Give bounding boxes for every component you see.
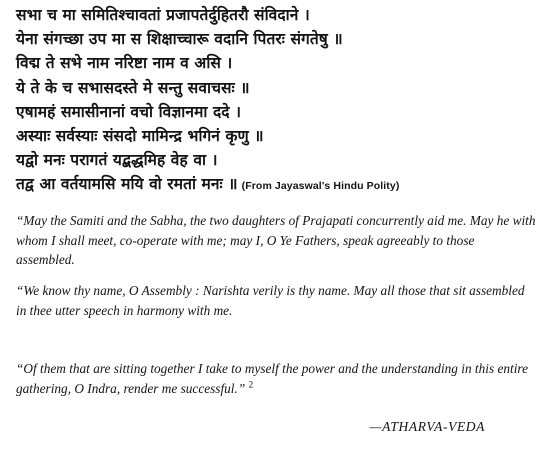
source-citation: (From Jayaswal's Hindu Polity) <box>241 180 400 193</box>
sanskrit-line-1: सभा च मा समितिश्चावतां प्रजापतेर्दुहितरौ संविदाने । <box>16 6 310 24</box>
sanskrit-line-5: एषामहं समासीनानां वचो विज्ञानमा ददे । <box>16 102 242 121</box>
translation-paragraph-2: “We know thy name, O Assembly : Narishta verily is thy name. May all those that sit assembled in thee utter speech in harmony with me. <box>16 283 525 318</box>
sanskrit-line-2: येना संगच्छा उप मा स शिक्षाच्चारू वदानि पितरः संगतेषु ॥ <box>16 30 343 49</box>
footnote-marker: 2 <box>248 379 254 390</box>
translation-paragraph-3 <box>16 359 536 398</box>
sanskrit-line-8: तद्व आ वर्तयामसि मयि वो रमतां मनः ॥ <box>16 175 238 194</box>
sanskrit-line-4: ये ते के च सभासदस्ते मे सन्तु सवाचसः ॥ <box>16 78 250 97</box>
translation-paragraph-3-text: “Of them that are sitting together I take to myself the power and the understanding in this entire gathering, O Indra, render me successful.” <box>16 361 528 396</box>
sanskrit-line-7: यद्वो मनः परागतं यद्बद्धमिह वेह वा । <box>16 151 218 170</box>
attribution: —ATHARVA-VEDA <box>369 419 485 434</box>
translation-paragraph-1: “May the Samiti and the Sabha, the two daughters of Prajapati concurrently aid me. May he with whom I shall meet, co-operate with me; may I, O Ye Fathers, speak agreeably to those assembled. <box>16 213 536 267</box>
sanskrit-line-3: विद्म ते सभे नाम नरिष्टा नाम व असि । <box>16 54 233 73</box>
sanskrit-verse-block <box>16 3 541 197</box>
sanskrit-line-8-wrapper <box>16 172 541 196</box>
sanskrit-line-6: अस्याः सर्वस्याः संसदो मामिन्द्र भगिनं कृणु ॥ <box>16 126 264 145</box>
